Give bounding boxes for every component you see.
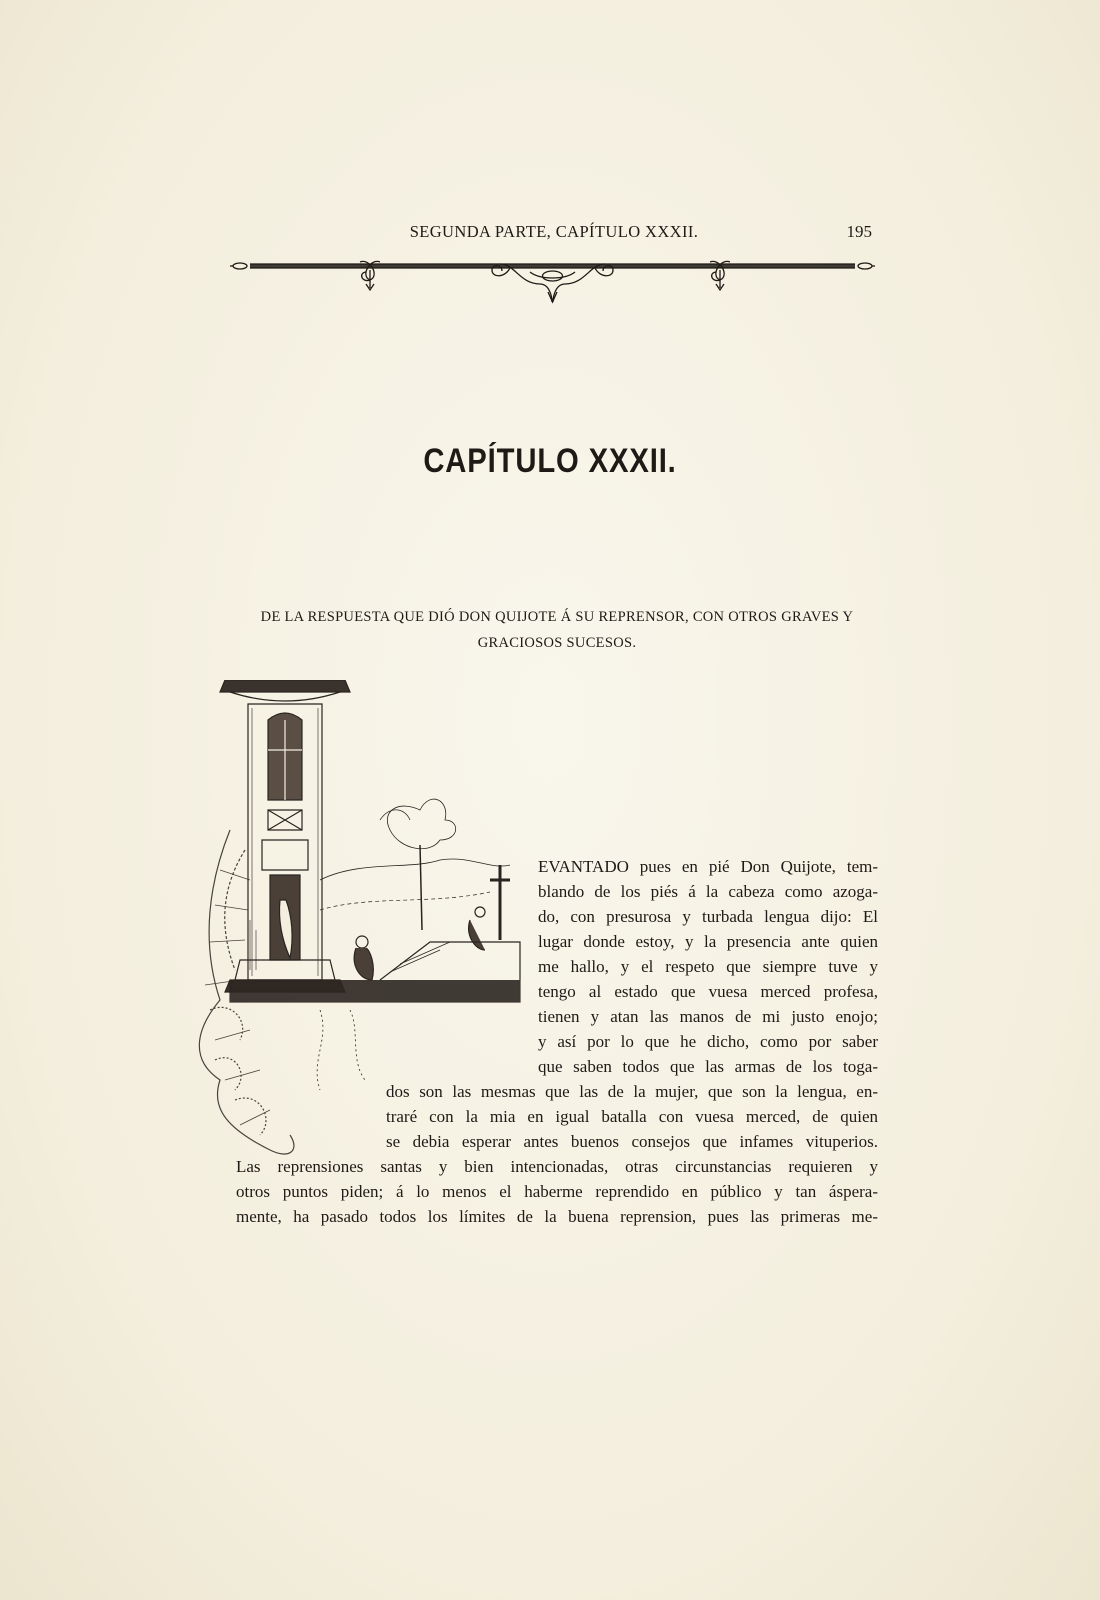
- text-line: me hallo, y el respeto que siempre tuve y: [538, 957, 878, 976]
- text-line: dos son las mesmas que las de la mujer, que son la lengua, en-: [386, 1082, 878, 1101]
- text-line: se debia esperar antes buenos consejos que infames vituperios.: [386, 1132, 878, 1151]
- text-line: tienen y atan las manos de mi justo enojo;: [538, 1007, 878, 1026]
- running-title: SEGUNDA PARTE, CAPÍTULO XXXII.: [409, 222, 699, 241]
- page-number: 195: [846, 222, 872, 241]
- text-line: blando de los piés á la cabeza como azoga-: [538, 882, 878, 901]
- text-line: do, con presurosa y turbada lengua dijo: El: [538, 907, 878, 926]
- chapter-summary: DE LA RESPUESTA QUE DIÓ DON QUIJOTE Á SU REPRENSOR, CON OTROS GRAVES Y GRACIOSOS SUCESOS.: [260, 609, 854, 651]
- header-ornament-rule: [230, 258, 875, 308]
- running-head: [236, 220, 872, 250]
- text-line: Las reprensiones santas y bien intencionadas, otras circunstancias requieren y: [236, 1157, 878, 1176]
- text-line: y así por lo que he dicho, como por saber: [538, 1032, 878, 1051]
- chapter-title: CAPÍTULO XXXII.: [423, 442, 677, 480]
- text-line: EVANTADO pues en pié Don Quijote, tem-: [538, 857, 878, 876]
- text-line: lugar donde estoy, y la presencia ante quien: [538, 932, 878, 951]
- text-line: tengo al estado que vuesa merced profesa,: [538, 982, 878, 1001]
- text-line: traré con la mia en igual batalla con vuesa merced, de quien: [386, 1107, 878, 1126]
- text-line: otros puntos piden; á lo menos el haberme reprendido en público y tan áspera-: [236, 1182, 878, 1201]
- text-line: mente, ha pasado todos los límites de la buena reprension, pues las primeras me-: [236, 1207, 878, 1226]
- text-line: que saben todos que las armas de los toga-: [538, 1057, 878, 1076]
